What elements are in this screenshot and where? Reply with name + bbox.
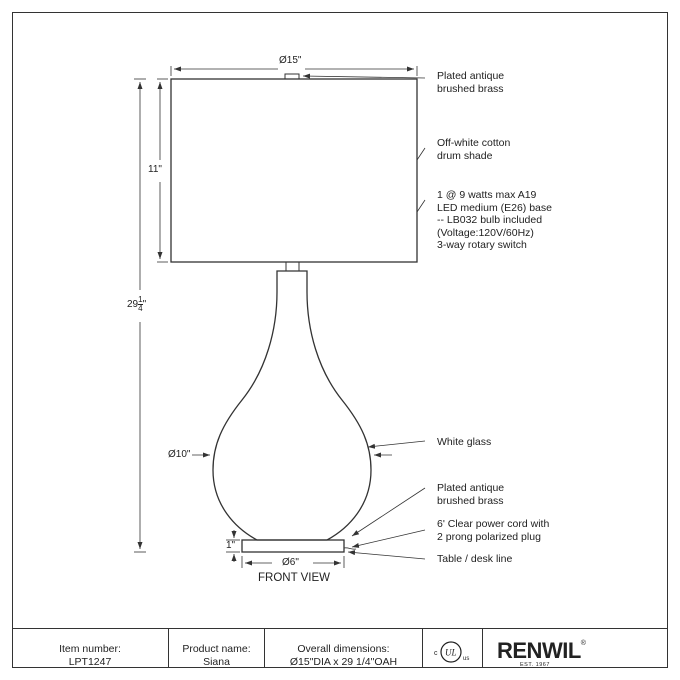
title-cell-product bbox=[168, 628, 264, 668]
overall-height-unit: " bbox=[142, 299, 147, 311]
base-diameter-label: Ø6" bbox=[282, 557, 299, 568]
drum-shade bbox=[171, 79, 417, 262]
item-number: LPT1247 bbox=[68, 656, 112, 668]
shade-height-label: 11" bbox=[148, 164, 162, 175]
svg-text:us: us bbox=[463, 656, 470, 662]
callout-line: brushed brass bbox=[437, 494, 504, 507]
callout-line: Plated antique bbox=[437, 70, 505, 82]
callout-line: Plated antique bbox=[437, 482, 505, 494]
view-title: FRONT VIEW bbox=[258, 572, 330, 584]
body-diameter-label: Ø10" bbox=[168, 449, 191, 460]
callout-base-finish bbox=[437, 482, 504, 507]
callout-line: -- LB032 bulb included bbox=[437, 214, 543, 226]
callout-line: 2 prong polarized plug bbox=[437, 530, 541, 543]
shade-diameter-label: Ø15" bbox=[279, 55, 302, 66]
overall-dimensions-label: Overall dimensions: bbox=[297, 643, 390, 655]
title-cell-dimensions bbox=[264, 628, 422, 668]
callout-line: Off-white cotton bbox=[437, 137, 511, 149]
callout-finial bbox=[437, 70, 504, 95]
base-plate bbox=[242, 540, 344, 552]
overall-height-denominator: 4 bbox=[138, 304, 143, 313]
svg-text:UL: UL bbox=[445, 647, 457, 658]
ul-certification-icon bbox=[430, 640, 472, 664]
callout-line: 6' Clear power cord with bbox=[437, 518, 550, 530]
callout-line: 1 @ 9 watts max A19 bbox=[437, 189, 537, 201]
finial bbox=[285, 74, 299, 79]
neck-cap bbox=[286, 262, 299, 271]
callout-glass bbox=[437, 436, 491, 449]
callout-bulb bbox=[437, 189, 552, 252]
brand-name: RENWIL bbox=[497, 638, 581, 663]
callout-table-line bbox=[437, 553, 512, 566]
base-height-label: 1" bbox=[226, 540, 236, 551]
overall-height-whole: 29 bbox=[127, 299, 139, 311]
callout-line: White glass bbox=[437, 436, 492, 448]
overall-dimensions: Ø15"DIA x 29 1/4"OAH bbox=[289, 656, 398, 668]
svg-text:c: c bbox=[434, 650, 438, 657]
title-cell-item bbox=[12, 628, 168, 668]
callout-line: drum shade bbox=[437, 149, 493, 162]
callout-cord bbox=[437, 518, 549, 543]
glass-body bbox=[213, 271, 371, 540]
callout-line: (Voltage:120V/60Hz) bbox=[437, 226, 534, 239]
product-name-label: Product name: bbox=[182, 643, 251, 655]
overall-height-numerator: 1 bbox=[138, 295, 143, 304]
callout-line: LED medium (E26) base bbox=[437, 201, 552, 214]
callout-line: brushed brass bbox=[437, 82, 504, 95]
callout-shade bbox=[437, 137, 510, 162]
callout-line: 3-way rotary switch bbox=[437, 239, 527, 251]
product-name: Siana bbox=[203, 656, 230, 668]
callout-line: Table / desk line bbox=[437, 553, 513, 565]
brand-mark: ® bbox=[580, 640, 586, 647]
overall-height-label bbox=[127, 296, 146, 313]
item-number-label: Item number: bbox=[59, 643, 121, 655]
brand-logo bbox=[497, 638, 585, 664]
brand-tagline: EST. 1967 bbox=[520, 662, 550, 668]
